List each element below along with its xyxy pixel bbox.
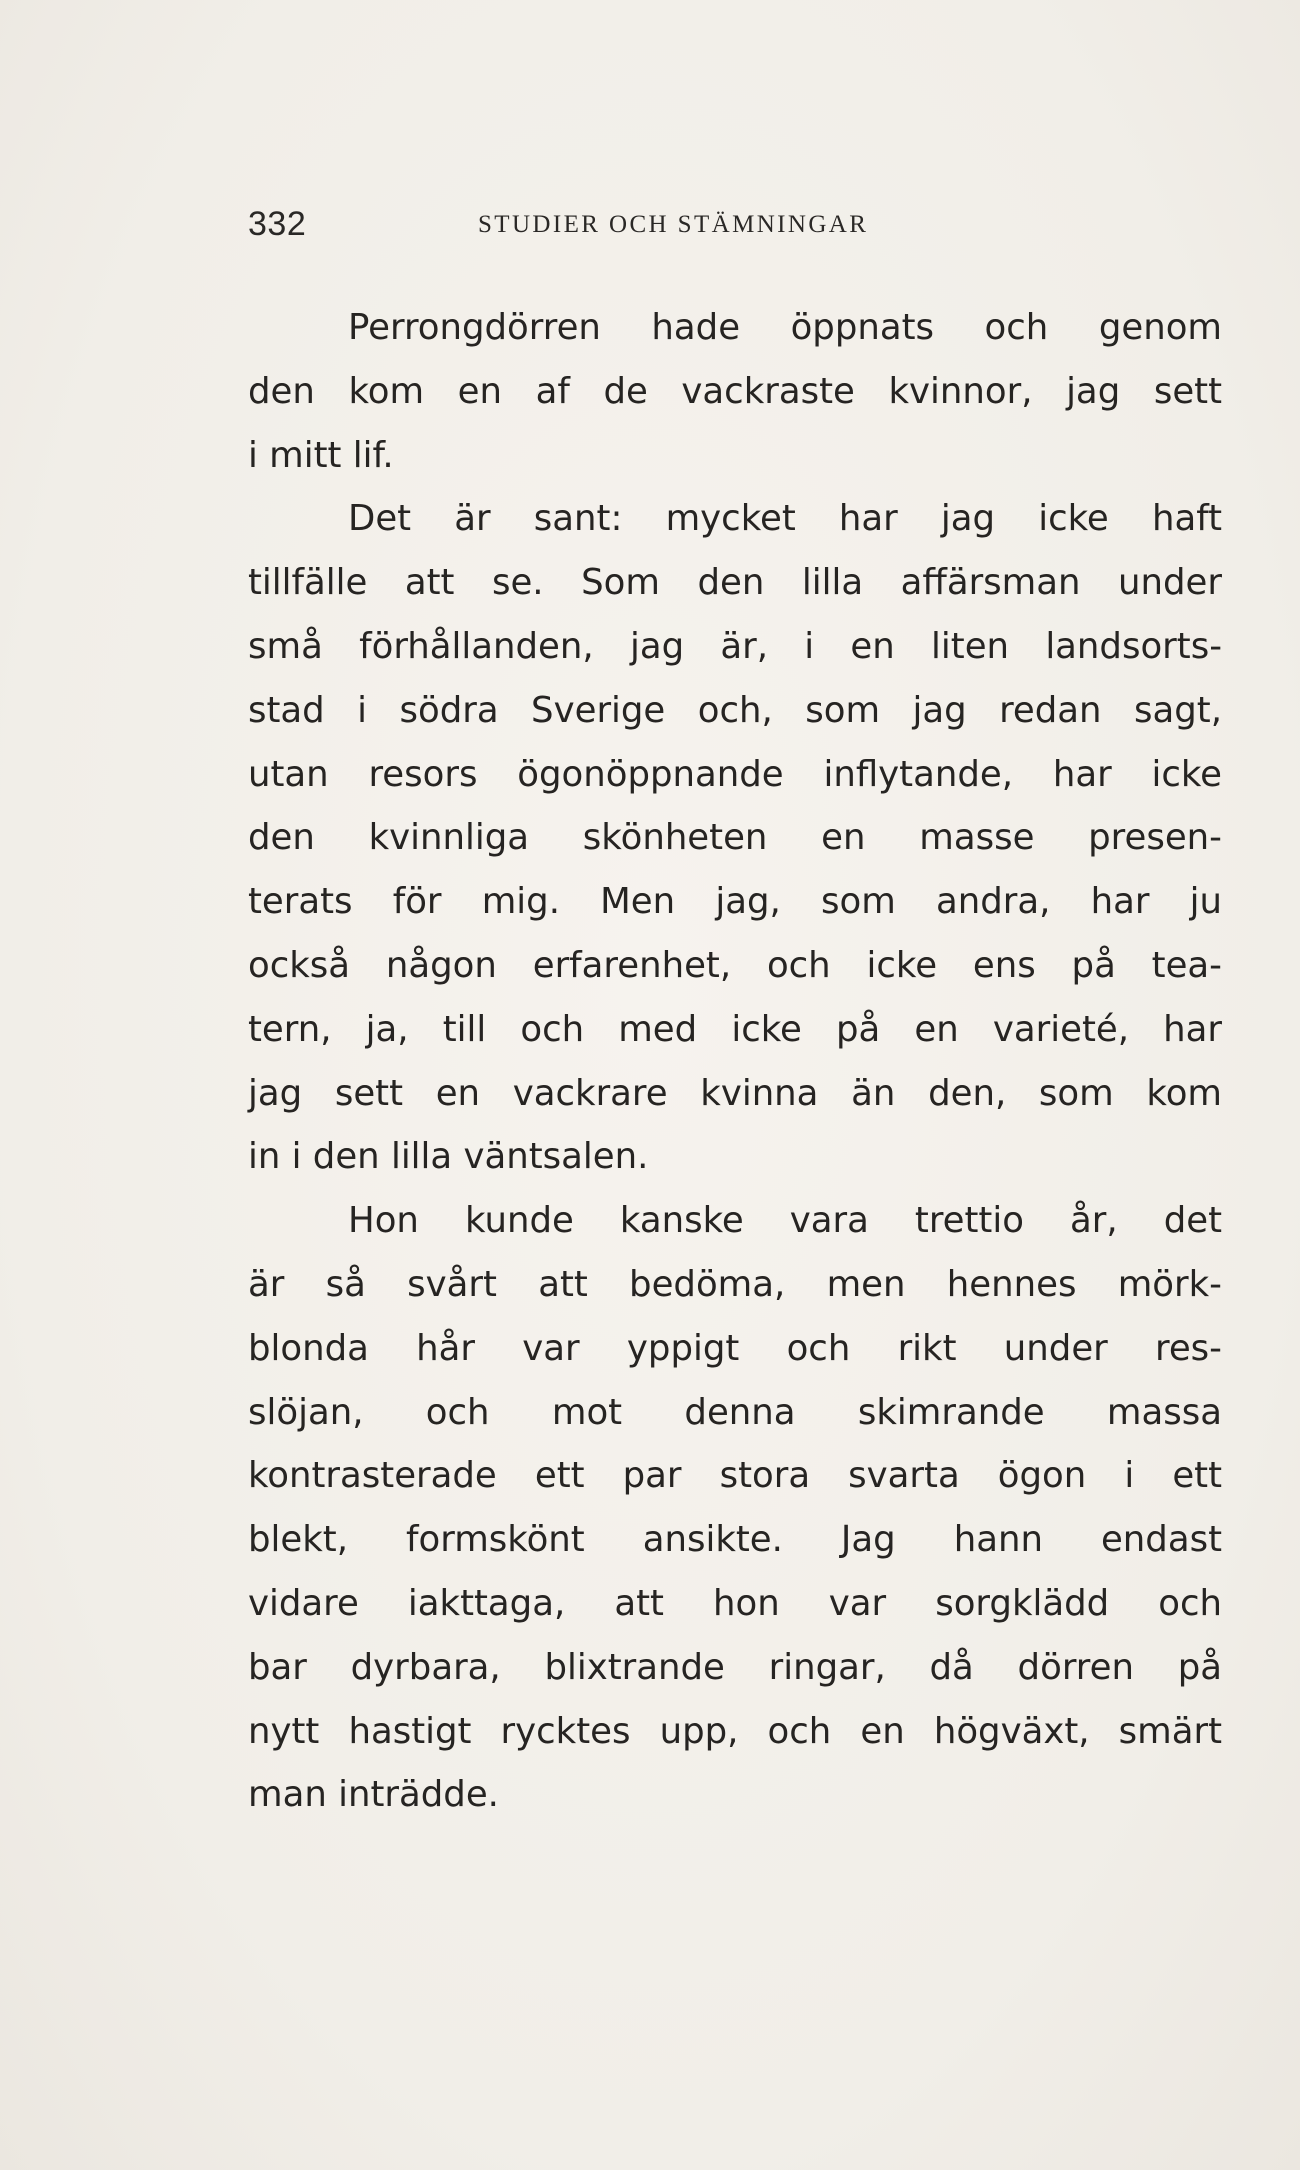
text-line: nytt hastigt rycktes upp, och en högväxt, smärt [248, 1710, 1222, 1752]
text-line: tillfälle att se. Som den lilla affärsman under [248, 562, 1222, 604]
text-line: Det är sant: mycket har jag icke haft [348, 498, 1222, 540]
text-line: blekt, formskönt ansikte. Jag hann endast [248, 1519, 1222, 1561]
text-line: är så svårt att bedöma, men hennes mörk- [248, 1263, 1222, 1305]
body-text [248, 296, 1222, 1827]
text-line: stad i södra Sverige och, som jag redan sagt, [248, 689, 1222, 731]
text-line: bar dyrbara, blixtrande ringar, då dörren på [248, 1646, 1222, 1688]
text-line: man inträdde. [248, 1774, 499, 1816]
text-line: den kvinnliga skönheten en masse presen- [248, 817, 1222, 859]
text-line: också någon erfarenhet, och icke ens på tea- [248, 944, 1222, 986]
text-line: i mitt lif. [248, 434, 394, 476]
text-line: Hon kunde kanske vara trettio år, det [348, 1200, 1222, 1242]
text-line: vidare iakttaga, att hon var sorgklädd och [248, 1582, 1222, 1624]
text-line: små förhållanden, jag är, i en liten landsorts- [248, 625, 1222, 667]
text-line: terats för mig. Men jag, som andra, har ju [248, 881, 1222, 923]
text-line: in i den lilla väntsalen. [248, 1136, 649, 1178]
text-line: tern, ja, till och med icke på en varieté, har [248, 1008, 1222, 1050]
text-line: slöjan, och mot denna skimrande massa [248, 1391, 1222, 1433]
text-line: jag sett en vackrare kvinna än den, som kom [248, 1072, 1222, 1114]
running-head [248, 205, 990, 245]
text-line: blonda hår var yppigt och rikt under res- [248, 1327, 1222, 1369]
text-line: utan resors ögonöppnande inflytande, har icke [248, 753, 1222, 795]
text-line: den kom en af de vackraste kvinnor, jag sett [248, 370, 1222, 412]
text-line: Perrongdörren hade öppnats och genom [348, 307, 1222, 348]
running-title: STUDIER OCH STÄMNINGAR [478, 211, 869, 238]
text-line: kontrasterade ett par stora svarta ögon i ett [248, 1455, 1222, 1497]
page-number: 332 [248, 205, 307, 243]
